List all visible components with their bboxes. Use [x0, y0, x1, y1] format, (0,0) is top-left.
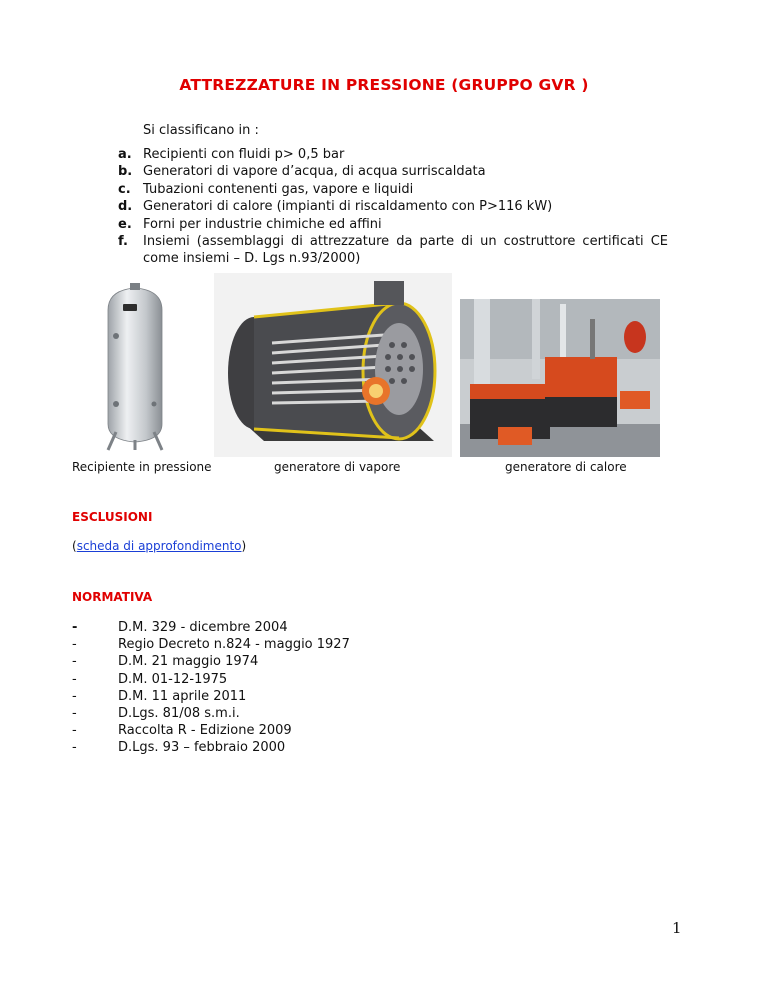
- list-item-text: Forni per industrie chimiche ed affini: [143, 216, 382, 232]
- list-item: [72, 705, 350, 722]
- normativa-list: [72, 619, 350, 757]
- list-item: [72, 688, 350, 705]
- normativa-item: D.M. 21 maggio 1974: [118, 654, 259, 670]
- normativa-item: D.M. 01-12-1975: [118, 671, 228, 687]
- normativa-item: D.M. 329 - dicembre 2004: [118, 620, 288, 635]
- list-item-label: e.: [118, 216, 132, 232]
- vessel-caption: Recipiente in pressione: [72, 460, 212, 474]
- classification-list: [118, 146, 668, 268]
- list-item-text: Generatori di calore (impianti di riscaldamento con P>116 kW): [143, 199, 553, 215]
- bullet-dash: -: [72, 723, 77, 739]
- normativa-heading: NORMATIVA: [72, 590, 153, 604]
- normativa-item: D.Lgs. 81/08 s.m.i.: [118, 706, 240, 722]
- bullet-dash: -: [72, 654, 77, 670]
- esclusioni-link-line: [72, 539, 246, 553]
- page-title: ATTREZZATURE IN PRESSIONE (GRUPPO GVR ): [179, 76, 589, 94]
- intro-text: Si classificano in :: [143, 123, 259, 138]
- list-item: [72, 722, 350, 739]
- list-item: [118, 233, 668, 268]
- list-item: [72, 653, 350, 670]
- list-item-label: d.: [118, 199, 133, 215]
- list-item-text: Recipienti con fluidi p> 0,5 bar: [143, 147, 345, 162]
- approfondimento-link[interactable]: scheda di approfondimento: [76, 539, 242, 553]
- list-item: [118, 146, 668, 163]
- heater-caption: generatore di calore: [505, 460, 627, 474]
- list-item-text: Tubazioni contenenti gas, vapore e liquidi: [143, 181, 414, 197]
- esclusioni-heading: ESCLUSIONI: [72, 510, 153, 524]
- page-number: 1: [672, 919, 682, 937]
- list-item: [118, 198, 668, 215]
- bullet-dash: -: [72, 671, 77, 687]
- list-item-text: Insiemi (assemblaggi di attrezzature da parte di un costruttore certificati CE come insiemi – D. Lgs n.93/2000): [143, 234, 668, 267]
- list-item: [72, 671, 350, 688]
- bullet-dash: -: [72, 706, 77, 722]
- list-item-label: f.: [118, 234, 128, 250]
- open-paren: (: [72, 539, 77, 553]
- list-item-label: c.: [118, 181, 131, 197]
- boiler-caption: generatore di vapore: [274, 460, 401, 474]
- close-paren: ): [241, 539, 247, 553]
- normativa-item: D.Lgs. 93 – febbraio 2000: [118, 740, 286, 756]
- normativa-item: Regio Decreto n.824 - maggio 1927: [118, 637, 350, 653]
- list-item: [72, 636, 350, 653]
- bullet-dash: -: [72, 688, 77, 704]
- list-item: [118, 216, 668, 233]
- list-item: [72, 619, 350, 636]
- heat-generator-image: [460, 299, 660, 457]
- list-item-label: b.: [118, 164, 133, 180]
- bullet-dash: -: [72, 637, 77, 653]
- list-item: [118, 163, 668, 180]
- normativa-item: D.M. 11 aprile 2011: [118, 688, 247, 704]
- pressure-vessel-image: [90, 282, 180, 452]
- steam-boiler-image: [214, 273, 452, 457]
- list-item-label: a.: [118, 147, 132, 162]
- list-item-text: Generatori di vapore d’acqua, di acqua surriscaldata: [143, 164, 486, 180]
- normativa-item: Raccolta R - Edizione 2009: [118, 723, 292, 739]
- list-item: [118, 181, 668, 198]
- list-item: [72, 739, 350, 756]
- bullet-dash: -: [72, 620, 78, 635]
- bullet-dash: -: [72, 740, 77, 756]
